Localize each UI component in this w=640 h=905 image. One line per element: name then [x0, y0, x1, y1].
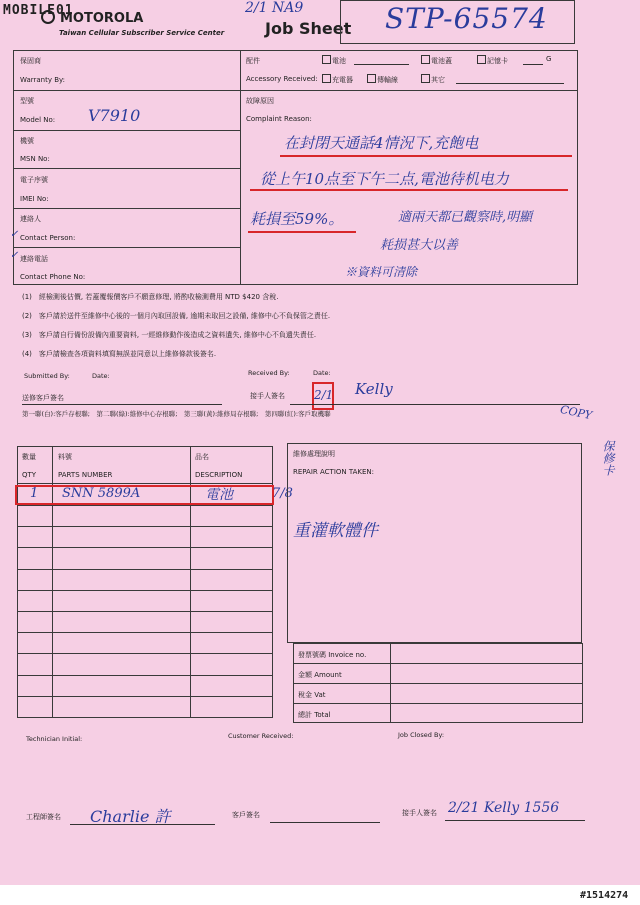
accessory-battery-cover: 電池蓋: [421, 55, 452, 66]
engineer-sign-label: 工程師簽名: [26, 813, 61, 821]
complaint-line-5: 耗损甚大以善: [380, 238, 459, 253]
term-1: (1) 經檢測後估價, 若蓋覆報價客戶不願意修理, 將酌收檢測費用 NTD $420 含稅.: [22, 293, 279, 301]
repair-side-note: 保修卡: [601, 440, 615, 476]
invoice-label: 發票號碼 Invoice no.: [298, 651, 367, 659]
complaint-label: Complaint Reason:: [246, 115, 312, 123]
site-watermark: MOBILE01: [3, 3, 74, 18]
complaint-line-6: ※資料可清除: [345, 265, 418, 279]
job-number: STP-65574: [385, 2, 548, 35]
table-row: [17, 696, 273, 697]
parts-header-zh: 料號: [58, 453, 72, 461]
customer-sign-bottom-label: 客戶簽名: [232, 811, 260, 819]
checkmark-icon: ✓: [10, 229, 19, 240]
desc-header: DESCRIPTION: [195, 471, 243, 479]
accessory-label-zh: 配件: [246, 57, 260, 65]
repair-text: 重灌軟體件: [293, 521, 378, 541]
table-row: [17, 526, 273, 527]
checkbox-icon: [477, 55, 486, 64]
accessory-label: Accessory Received:: [246, 75, 318, 83]
vat-label: 稅金 Vat: [298, 691, 326, 699]
motorola-logo-icon: [41, 10, 55, 24]
qty-header: QTY: [22, 471, 37, 479]
brand-name: MOTOROLA: [60, 11, 144, 26]
parts-header: PARTS NUMBER: [58, 471, 113, 479]
msn-label: MSN No:: [20, 155, 50, 163]
received-by-label: Received By:: [248, 369, 290, 377]
contact-label-zh: 連絡人: [20, 215, 41, 223]
checkbox-icon: [367, 74, 376, 83]
checkmark-icon: ✓: [10, 250, 19, 261]
receiver-sign-bottom-label: 接手人簽名: [402, 809, 437, 817]
copy-distribution: 第一聯(白):客戶存根聯; 第二聯(綠):維修中心存根聯; 第三聯(黃):維修局存根聯; 第四聯(紅):客戶取機聯: [22, 410, 331, 418]
table-row: [17, 632, 273, 633]
engineer-signature: Charlie 許: [90, 807, 171, 826]
part-number: SNN 5899A: [62, 486, 141, 501]
phone-label-zh: 連絡電話: [20, 255, 48, 263]
checkbox-icon: [322, 55, 331, 64]
warranty-label: Warranty By:: [20, 76, 66, 84]
accessory-charger: 充電器: [322, 74, 353, 85]
header-subtitle: Taiwan Cellular Subscriber Service Center: [59, 29, 225, 37]
table-row: [17, 569, 273, 570]
receiver-name: Kelly: [355, 380, 393, 398]
checkbox-icon: [322, 74, 331, 83]
imei-label-zh: 電子序號: [20, 176, 48, 184]
repair-label: REPAIR ACTION TAKEN:: [293, 468, 374, 476]
model-label-zh: 型號: [20, 97, 34, 105]
part-description: 電池: [205, 487, 233, 503]
desc-header-zh: 品名: [195, 453, 209, 461]
receiver-signature: 2/21 Kelly 1556: [448, 800, 560, 816]
receiver-sign-label: 接手人簽名: [250, 392, 285, 400]
part-qty: 1: [30, 486, 39, 501]
accessory-other: 其它: [421, 74, 445, 85]
term-3: (3) 客戶請自行備份設備內重要資料, 一經維修動作後造成之資料遺失, 維修中心不負遺失責任.: [22, 331, 317, 339]
customer-sign-label: 送修客戶簽名: [22, 394, 64, 402]
table-row: [17, 675, 273, 676]
table-row: [17, 653, 273, 654]
complaint-label-zh: 故障原因: [246, 97, 274, 105]
complaint-line-1: 在封閉天通話4情況下,充飽电: [284, 134, 479, 152]
job-number-box: [340, 0, 575, 44]
post-id-watermark: #1514274: [580, 890, 629, 901]
customer-received-label: Customer Received:: [228, 732, 294, 740]
table-row: [17, 590, 273, 591]
accessory-memory-card: 記憶卡: [477, 55, 508, 66]
receiver-date: 2/1: [314, 388, 334, 402]
phone-label: Contact Phone No:: [20, 273, 86, 281]
term-4: (4) 客戶請檢查各項資料填寫無誤並同意以上維修條款後簽名.: [22, 350, 217, 358]
top-note: 2/1 NA9: [245, 0, 304, 16]
table-row: [17, 611, 273, 612]
table-row: [17, 505, 273, 506]
part-row-highlight: [15, 485, 274, 505]
checkbox-icon: [421, 74, 430, 83]
submitted-by-label: Submitted By:: [24, 372, 70, 380]
received-date-label: Date:: [313, 369, 331, 377]
total-label: 總計 Total: [298, 711, 331, 719]
job-closed-label: Job Closed By:: [398, 731, 445, 739]
contact-label: Contact Person:: [20, 234, 76, 242]
complaint-line-3: 耗損至59%。: [250, 210, 344, 228]
qty-header-zh: 數量: [22, 453, 36, 461]
msn-label-zh: 機號: [20, 137, 34, 145]
term-2: (2) 客戶請於送件至維修中心後的一個月內取回設備, 逾期未取回之設備, 維修中心不負保管之責任.: [22, 312, 331, 320]
complaint-line-4: 適兩天都已觀察時,明顯: [398, 210, 533, 225]
amount-label: 金額 Amount: [298, 671, 342, 679]
model-value: V7910: [88, 106, 141, 125]
warranty-label-zh: 保固商: [20, 57, 41, 65]
accessory-battery: 電池: [322, 55, 346, 66]
checkbox-icon: [421, 55, 430, 64]
page-margin: [0, 885, 640, 905]
model-label: Model No:: [20, 116, 56, 124]
copy-note: COPY: [558, 402, 594, 423]
memory-unit: G: [546, 55, 552, 63]
technician-label: Technician Initial:: [26, 735, 83, 743]
accessory-cable: 傳輸線: [367, 74, 398, 85]
page-title: Job Sheet: [265, 19, 352, 38]
imei-label: IMEI No:: [20, 195, 49, 203]
repair-label-zh: 維修處理說明: [293, 450, 335, 458]
submitted-date-label: Date:: [92, 372, 110, 380]
complaint-line-2: 從上午10点至下午二点,電池待机电力: [260, 170, 509, 188]
table-row: [17, 547, 273, 548]
parts-margin-note: 7/8: [272, 486, 293, 501]
